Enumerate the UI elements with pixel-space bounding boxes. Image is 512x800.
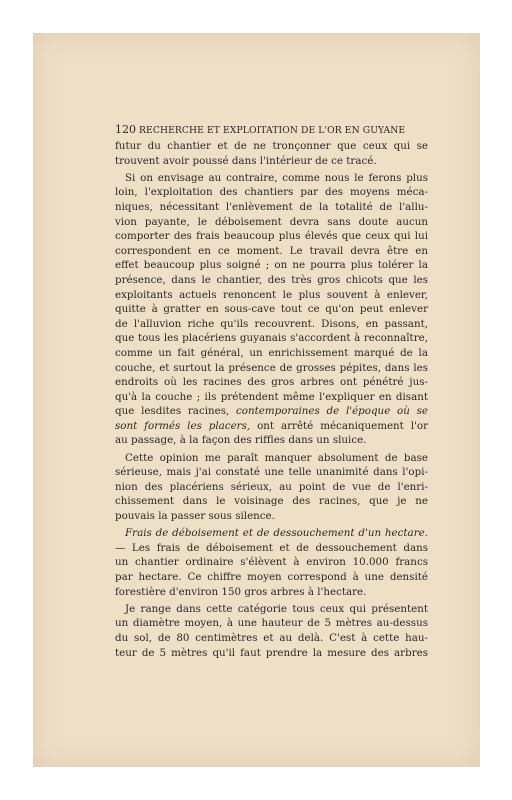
- text-line: par hectare. Ce chiffre moyen correspond à une densité: [115, 571, 428, 583]
- paragraph: [115, 526, 428, 599]
- text-line: que tous les placériens guyanais s'accordent à reconnaître,: [115, 332, 428, 345]
- text-line: futur du chantier et de ne tronçonner que ceux qui se: [115, 140, 428, 152]
- text-line: effet beaucoup plus soigné ; on ne pourra plus tolérer la: [115, 259, 428, 272]
- text-line: forestière d'environ 150 gros arbres à l'hectare.: [115, 585, 367, 598]
- paragraph: [115, 171, 428, 448]
- text-line: un chantier ordinaire s'élèvent à environ 10.000 francs: [115, 556, 428, 569]
- text-line: qu'à la couche ; ils prétendent même l'expliquer en disant: [115, 390, 428, 403]
- text-line: vion payante, le déboisement devra sans doute aucun: [115, 215, 428, 228]
- text-line: Si on envisage au contraire, comme nous le ferons plus: [125, 171, 428, 184]
- italic-text: contemporaines de l'époque où se: [236, 405, 428, 418]
- text-line: de l'alluvion riche qu'ils recouvrent. Disons, en passant,: [115, 317, 428, 330]
- running-header: [115, 123, 428, 139]
- text-line: du sol, de 80 centimètres et au delà. C'est à cette hau-: [115, 631, 428, 644]
- text-line: teur de 5 mètres qu'il faut prendre la mesure des arbres: [115, 646, 428, 659]
- text-line: au passage, à la façon des riffles dans un sluice.: [115, 434, 367, 447]
- text-line: Frais de déboisement et de dessouchement d'un hectare.: [125, 527, 428, 540]
- text-line: loin, l'exploitation des chantiers par des moyens méca-: [115, 186, 428, 199]
- text-line: Cette opinion me paraît manquer absolument de base: [125, 451, 428, 464]
- text-line: pouvais la passer sous silence.: [115, 510, 275, 523]
- text-line: comporter des frais beaucoup plus élevés que ceux qui lui: [115, 230, 428, 243]
- text-line: endroits où les racines des gros arbres ont pénétré jus-: [115, 376, 428, 389]
- text-line: nion des placériens sérieux, au point de vue de l'enri-: [115, 480, 428, 493]
- paragraph: [115, 139, 428, 168]
- text-line: un diamètre moyen, à une hauteur de 5 mètres au-dessus: [115, 617, 428, 630]
- page-number: 120: [115, 123, 136, 136]
- text-line: quitte à gratter en sous-cave tout ce qu'on peut enlever: [115, 303, 428, 316]
- text-line: Je range dans cette catégorie tous ceux qui présentent: [125, 602, 428, 615]
- text-line: — Les frais de déboisement et de dessouchement dans: [115, 541, 428, 554]
- text-line: comme un fait général, un enrichissement marqué de la: [115, 346, 428, 359]
- page-content: [115, 123, 428, 660]
- text-line: couche, et surtout la présence de grosses pépites, dans les: [115, 361, 428, 374]
- text-line: correspondent en ce moment. Le travail devra être en: [115, 244, 428, 257]
- text-line: sérieuse, mais j'ai constaté une telle unanimité dans l'opi-: [115, 466, 428, 479]
- text-run: ont arrêté mécaniquement l'or: [250, 419, 428, 432]
- text-line: exploitants actuels renoncent le plus souvent à enlever,: [115, 288, 428, 301]
- text-line: chissement dans le voisinage des racines, que je ne: [115, 495, 428, 508]
- paragraph: [115, 451, 428, 524]
- body-text: [115, 139, 428, 660]
- italic-text: sont formés les placers,: [115, 419, 251, 432]
- running-title: RECHERCHE ET EXPLOITATION DE L'OR EN GUYANE: [139, 125, 406, 136]
- text-line: [115, 404, 428, 419]
- text-line: niques, nécessitant l'enlèvement de la totalité de l'allu-: [115, 200, 428, 213]
- book-page: [33, 33, 480, 767]
- text-line: [115, 419, 428, 434]
- text-line: présence, dans le chantier, des très gros chicots que les: [115, 273, 428, 286]
- paragraph: [115, 602, 428, 660]
- text-line: trouvent avoir poussé dans l'intérieur de ce tracé.: [115, 154, 377, 167]
- text-run: que lesdites racines,: [115, 405, 237, 418]
